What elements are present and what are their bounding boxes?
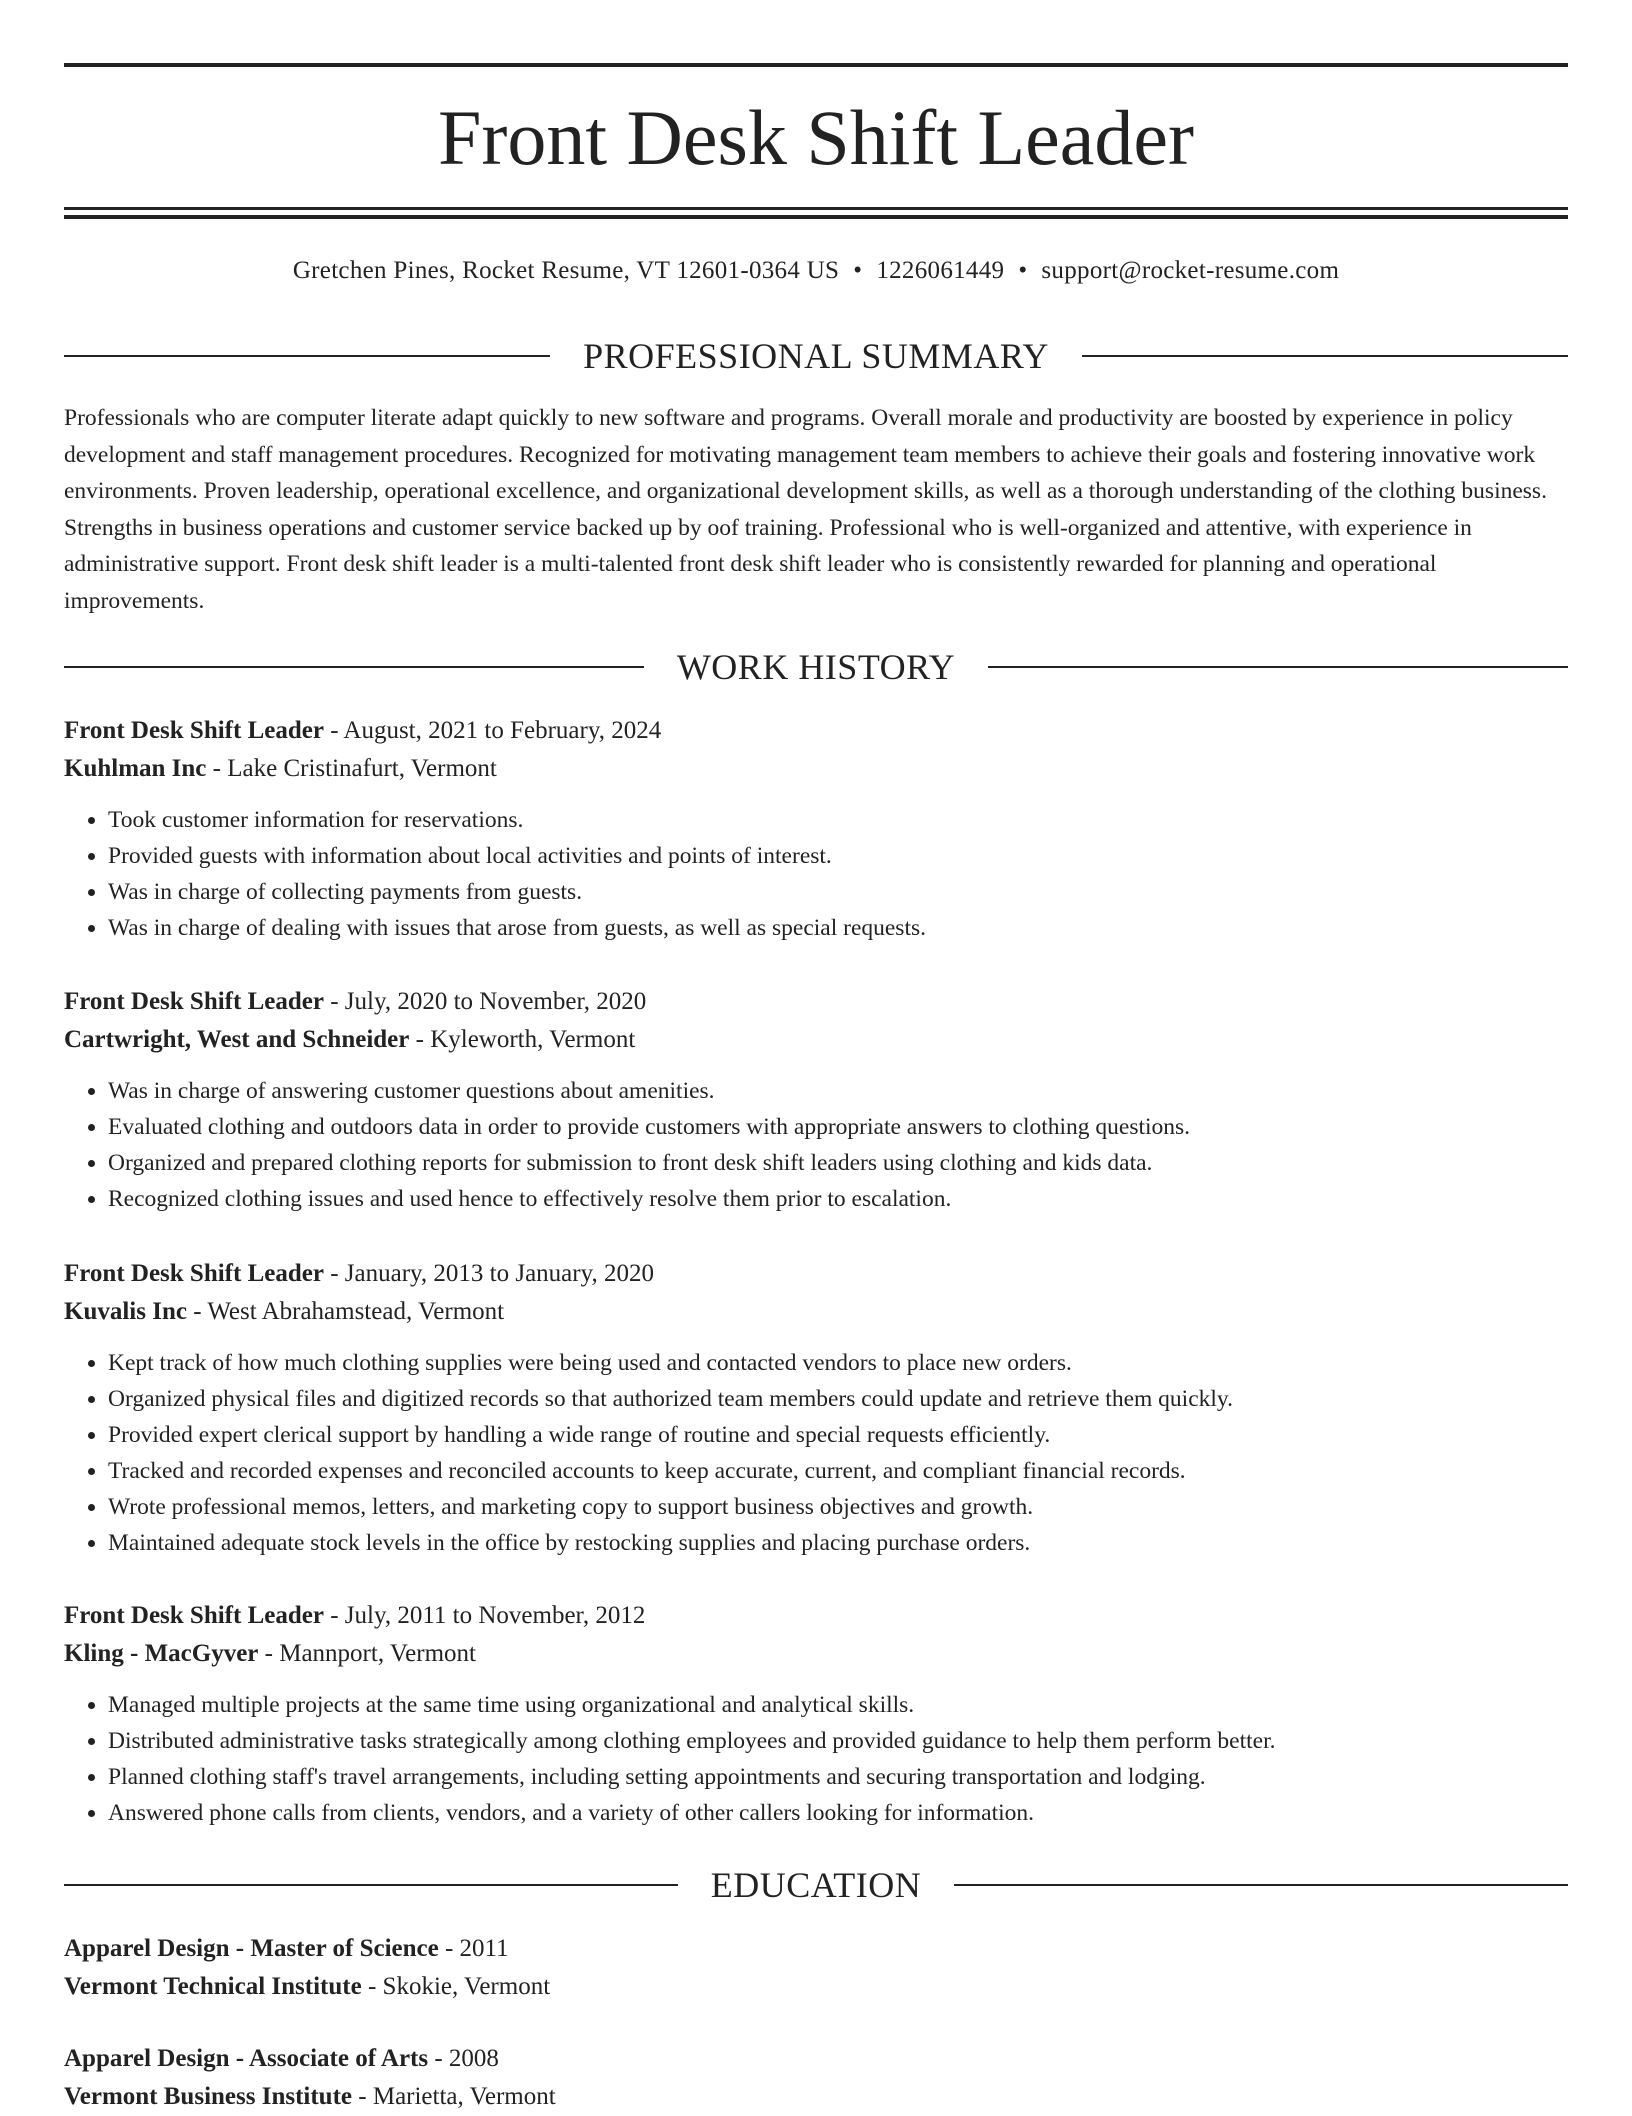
job-company: Cartwright, West and Schneider (64, 1026, 410, 1053)
section-heading-work (64, 645, 1568, 689)
list-item: • Provided guests with information about local activities and points of interest. (108, 838, 1568, 874)
job-bullets (64, 1687, 1568, 1831)
degree-line (64, 2040, 1568, 2078)
education-entry (64, 2040, 1568, 2116)
job-bullets (64, 802, 1568, 946)
job-title: Front Desk Shift Leader (64, 1602, 324, 1629)
list-item: • Distributed administrative tasks strategically among clothing employees and provided guidance to help them perform better. (108, 1723, 1568, 1759)
section-label: WORK HISTORY (676, 647, 956, 687)
section-label: PROFESSIONAL SUMMARY (583, 336, 1049, 376)
contact-separator: • (1018, 257, 1028, 284)
job-location: - West Abrahamstead, Vermont (186, 1298, 505, 1325)
school: Vermont Business Institute (64, 2083, 353, 2110)
job-entry (64, 712, 1568, 946)
job-title-line (64, 983, 1568, 1021)
heading-rule-right (1082, 355, 1568, 357)
job-dates: - January, 2013 to January, 2020 (323, 1260, 654, 1287)
list-item: • Organized and prepared clothing reports for submission to front desk shift leaders using clothing and kids data. (108, 1145, 1568, 1181)
school-line (64, 2078, 1568, 2116)
degree: Apparel Design - Master of Science (64, 1935, 439, 1962)
job-title-line (64, 1255, 1568, 1293)
job-title: Front Desk Shift Leader (64, 988, 324, 1015)
job-location: - Lake Cristinafurt, Vermont (206, 755, 497, 782)
list-item: • Recognized clothing issues and used hence to effectively resolve them prior to escalation. (108, 1181, 1568, 1217)
list-item: • Provided expert clerical support by handling a wide range of routine and special requests efficiently. (108, 1417, 1568, 1453)
list-item: • Evaluated clothing and outdoors data in order to provide customers with appropriate answers to clothing questions. (108, 1109, 1568, 1145)
job-dates: - July, 2020 to November, 2020 (323, 988, 647, 1015)
list-item: • Answered phone calls from clients, vendors, and a variety of other callers looking for information. (108, 1795, 1568, 1831)
list-item: • Kept track of how much clothing supplies were being used and contacted vendors to place new orders. (108, 1345, 1568, 1381)
degree-year: - 2008 (428, 2045, 499, 2072)
heading-rule-right (988, 666, 1568, 668)
job-company-line (64, 1293, 1568, 1331)
job-company-line (64, 750, 1568, 788)
job-title: Front Desk Shift Leader (64, 717, 324, 744)
contact-separator: • (853, 257, 863, 284)
job-title: Front Desk Shift Leader (64, 1260, 324, 1287)
list-item: • Maintained adequate stock levels in the office by restocking supplies and placing purchase orders. (108, 1525, 1568, 1561)
list-item: • Was in charge of dealing with issues that arose from guests, as well as special requests. (108, 910, 1568, 946)
degree-line (64, 1930, 1568, 1968)
resume-title: Front Desk Shift Leader (437, 94, 1194, 181)
title-rule-upper (64, 207, 1568, 210)
contact-email[interactable]: support@rocket-resume.com (1041, 257, 1340, 284)
job-dates: - August, 2021 to February, 2024 (323, 717, 662, 744)
heading-rule-right (954, 1884, 1568, 1886)
job-company-line (64, 1021, 1568, 1059)
education-entry (64, 1930, 1568, 2006)
job-dates: - July, 2011 to November, 2012 (323, 1602, 646, 1629)
section-heading-education (64, 1863, 1568, 1907)
contact-address: Gretchen Pines, Rocket Resume, VT 12601-0364 US (292, 257, 840, 284)
job-location: - Kyleworth, Vermont (409, 1026, 636, 1053)
section-label: EDUCATION (710, 1865, 922, 1905)
job-bullets (64, 1073, 1568, 1217)
list-item: • Wrote professional memos, letters, and marketing copy to support business objectives and growth. (108, 1489, 1568, 1525)
degree: Apparel Design - Associate of Arts (64, 2045, 429, 2072)
school: Vermont Technical Institute (64, 1973, 362, 2000)
heading-rule-left (64, 666, 644, 668)
job-company: Kling - MacGyver (64, 1640, 259, 1667)
section-heading-summary (64, 334, 1568, 378)
list-item: • Managed multiple projects at the same time using organizational and analytical skills. (108, 1687, 1568, 1723)
job-entry (64, 1597, 1568, 1831)
list-item: • Tracked and recorded expenses and reconciled accounts to keep accurate, current, and compliant financial records. (108, 1453, 1568, 1489)
list-item: • Planned clothing staff's travel arrangements, including setting appointments and securing transportation and lodging. (108, 1759, 1568, 1795)
contact-phone: 1226061449 (876, 257, 1005, 284)
contact-line (64, 254, 1568, 288)
school-location: - Skokie, Vermont (361, 1973, 551, 2000)
job-entry (64, 1255, 1568, 1561)
list-item: • Took customer information for reservations. (108, 802, 1568, 838)
heading-rule-left (64, 1884, 678, 1886)
heading-rule-left (64, 355, 550, 357)
job-title-line (64, 1597, 1568, 1635)
degree-year: - 2011 (438, 1935, 509, 1962)
job-company: Kuhlman Inc (64, 755, 207, 782)
title-rule-lower (64, 215, 1568, 219)
list-item: • Was in charge of answering customer questions about amenities. (108, 1073, 1568, 1109)
job-bullets (64, 1345, 1568, 1561)
school-line (64, 1968, 1568, 2006)
professional-summary: Professionals who are computer literate adapt quickly to new software and programs. Overall morale and productivity are boosted by experience in policy development and staff management procedures. Recognized for motivating management team members to achieve their goals and fostering innovative work environments. Proven leadership, operational excellence, and organizational development skills, as well as a thorough understanding of the clothing business. Strengths in business operations and customer service backed up by oof training. Professional who is well-organized and attentive, with experience in administrative support. Front desk shift leader is a multi-talented front desk shift leader who is consistently rewarded for planning and operational improvements. (64, 405, 1547, 614)
job-title-line (64, 712, 1568, 750)
school-location: - Marietta, Vermont (352, 2083, 556, 2110)
job-entry (64, 983, 1568, 1217)
list-item: • Organized physical files and digitized records so that authorized team members could update and retrieve them quickly. (108, 1381, 1568, 1417)
top-rule (64, 63, 1568, 67)
job-company: Kuvalis Inc (64, 1298, 187, 1325)
job-location: - Mannport, Vermont (258, 1640, 476, 1667)
list-item: • Was in charge of collecting payments from guests. (108, 874, 1568, 910)
job-company-line (64, 1635, 1568, 1673)
